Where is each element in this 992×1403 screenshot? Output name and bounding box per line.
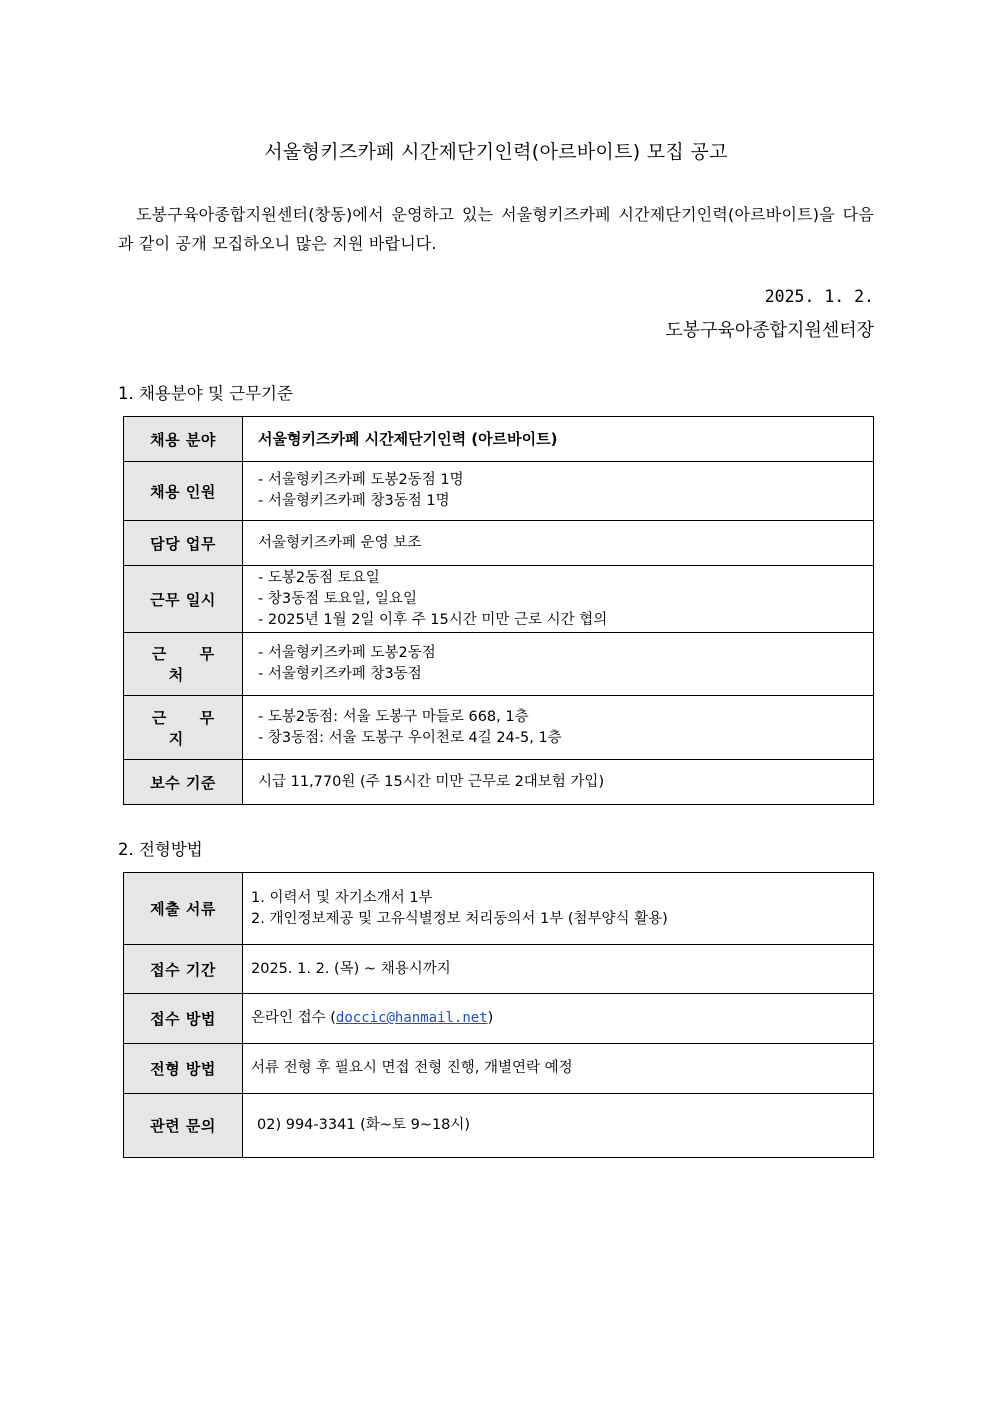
- email-suffix: ): [487, 1010, 494, 1026]
- row-value: - 창3동점 토요일, 일요일: [258, 590, 417, 607]
- row-label: 담당 업무: [124, 521, 243, 566]
- table-row: [124, 1094, 874, 1158]
- row-label: 관련 문의: [124, 1094, 243, 1158]
- announcement-date: 2025. 1. 2.: [764, 287, 874, 306]
- document-title: 서울형키즈카페 시간제단기인력(아르바이트) 모집 공고: [264, 141, 728, 163]
- row-label: 채용 인원: [124, 462, 243, 521]
- table-row: [124, 566, 874, 633]
- section-heading-recruitment: 1. 채용분야 및 근무기준: [118, 384, 293, 403]
- row-label: 보수 기준: [124, 760, 243, 805]
- row-value: - 서울형키즈카페 도봉2동점 1명: [258, 472, 464, 488]
- row-value: [251, 1008, 873, 1029]
- row-value: - 서울형키즈카페 도봉2동점: [258, 645, 436, 661]
- row-label: 전형 방법: [124, 1044, 243, 1094]
- row-value: - 서울형키즈카페 창3동점: [258, 666, 422, 682]
- row-value: 02) 994-3341 (화~토 9~18시): [257, 1117, 471, 1133]
- table-row: [124, 994, 874, 1044]
- row-value: - 도봉2동점 토요일: [258, 569, 380, 586]
- table-row: [124, 945, 874, 994]
- row-value: - 서울형키즈카페 창3동점 1명: [258, 493, 450, 509]
- row-value: 시급 11,770원 (주 15시간 미만 근무로 2대보험 가입): [258, 773, 605, 790]
- row-value: - 2025년 1월 2일 이후 주 15시간 미만 근로 시간 협의: [258, 611, 608, 628]
- row-label: 접수 기간: [124, 945, 243, 994]
- intro-paragraph: 도봉구육아종합지원센터(창동)에서 운영하고 있는 서울형키즈카페 시간제단기인력(아르바이트)을 다음과 같이 공개 모집하오니 많은 지원 바랍니다.: [118, 205, 874, 253]
- table-row: [124, 633, 874, 696]
- row-value: 1. 이력서 및 자기소개서 1부: [251, 889, 433, 906]
- table-row: [124, 417, 874, 462]
- section-heading-selection: 2. 전형방법: [118, 840, 203, 859]
- table-row: [124, 1044, 874, 1094]
- recruitment-table: [123, 416, 874, 805]
- table-row: [124, 696, 874, 760]
- row-label: 접수 방법: [124, 994, 243, 1044]
- row-value: 서울형키즈카페 시간제단기인력 (아르바이트): [258, 429, 558, 448]
- row-label: 제출 서류: [124, 873, 243, 945]
- row-value: - 도봉2동점: 서울 도봉구 마들로 668, 1층: [258, 708, 529, 725]
- table-row: [124, 760, 874, 805]
- selection-table: [123, 872, 874, 1158]
- row-value: 서울형키즈카페 운영 보조: [258, 534, 422, 551]
- email-link[interactable]: doccic@hanmail.net: [335, 1010, 488, 1026]
- table-row: [124, 873, 874, 945]
- issuing-organization: 도봉구육아종합지원센터장: [665, 320, 874, 341]
- row-label: 채용 분야: [124, 417, 243, 462]
- row-value: 2. 개인정보제공 및 고유식별정보 처리동의서 1부 (첨부양식 활용): [251, 910, 668, 927]
- table-row: [124, 521, 874, 566]
- row-label: 근 무 지: [151, 708, 229, 748]
- row-label: 근무 일시: [124, 566, 243, 633]
- email-prefix: 온라인 접수 (: [251, 1010, 336, 1026]
- row-value: 서류 전형 후 필요시 면접 전형 진행, 개별연락 예정: [251, 1060, 573, 1076]
- table-row: [124, 462, 874, 521]
- row-label: 근 무 처: [151, 645, 229, 684]
- row-value: 2025. 1. 2. (목) ~ 채용시까지: [251, 960, 451, 977]
- row-value: - 창3동점: 서울 도봉구 우이천로 4길 24-5, 1층: [258, 729, 562, 746]
